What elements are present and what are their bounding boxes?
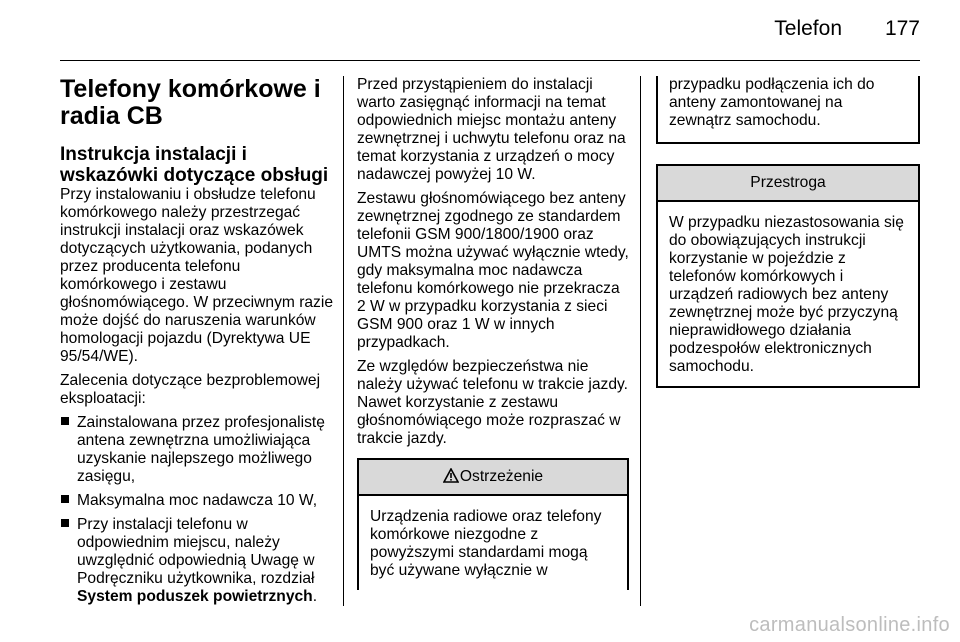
square-bullet-icon — [61, 519, 69, 527]
column-middle — [357, 76, 629, 590]
list-item-end: . — [312, 588, 318, 605]
section-subtitle: Instrukcja instalacji i wskazówki dotyczące obsługi — [60, 144, 329, 186]
handsfree-paragraph: Zestawu głośnomówiącego bez anteny zewnętrznej zgodnego ze standardem telefonii GSM 900/1800/1900 oraz UMTS można używać wyłącznie wtedy, gdy maksymalna moc nadawcza telefonu komórkowego nie przekracza 2 W w przypadku korzystania z sieci GSM 900 oraz 1 W w innych przypadkach. — [357, 190, 629, 351]
warning-continued-text: przypadku podłączenia ich do anteny zamontowanej na zewnątrz samochodu. — [669, 76, 875, 129]
warning-box — [357, 458, 629, 590]
list-item-text: Zainstalowana przez profesjonalistę antena zewnętrzna umożliwiająca uzyskanie najlepszego możliwego zasięgu, — [77, 414, 325, 485]
page-footer — [0, 606, 960, 642]
square-bullet-icon — [61, 417, 69, 425]
list-item-text: Maksymalna moc nadawcza 10 W, — [77, 492, 318, 509]
list-item — [60, 492, 335, 510]
warning-body: Urządzenia radiowe oraz telefony komórkowe niezgodne z powyższymi standardami mogą być używane wyłącznie w — [370, 508, 602, 579]
column-divider-right — [640, 76, 641, 606]
column-left — [60, 76, 335, 612]
warning-box-continued — [656, 76, 920, 144]
watermark: carmanualsonline.info — [749, 614, 950, 636]
column-right — [656, 76, 920, 388]
list-item — [60, 516, 335, 606]
warning-triangle-icon — [443, 468, 459, 483]
page-header — [0, 0, 960, 60]
recommendations-paragraph: Zalecenia dotyczące bezproblemowej eksploatacji: — [60, 372, 321, 407]
list-item — [60, 414, 335, 486]
recommendations-list — [60, 414, 335, 606]
square-bullet-icon — [61, 495, 69, 503]
list-item-text: Przy instalacji telefonu w odpowiednim miejscu, należy uwzględnić odpowiednią Uwagę w Podręczniku użytkownika, rozdział — [77, 516, 315, 587]
safety-paragraph: Ze względów bezpieczeństwa nie należy używać telefonu w trakcie jazdy. Nawet korzystanie z zestawu głośnomówiącego może rozpraszać w trakcie jazdy. — [357, 358, 628, 447]
caution-box — [656, 164, 920, 388]
page-title: Telefony komórkowe i radia CB — [60, 75, 321, 130]
caution-heading: Przestroga — [658, 166, 918, 202]
header-rule — [60, 60, 920, 61]
caution-body: W przypadku niezastosowania się do obowiązujących instrukcji korzystanie w pojeździe z telefonów komórkowych i urządzeń radiowych bez anteny zewnętrznej może być przyczyną nieprawidłowego działania podzespołów elektronicznych samochodu. — [669, 214, 904, 375]
column-divider-left — [343, 76, 344, 606]
page-number: 177 — [884, 17, 920, 40]
intro-paragraph: Przy instalowaniu i obsłudze telefonu komórkowego należy przestrzegać instrukcji instalacji oraz wskazówek dotyczących użytkowania, podanych przez producenta telefonu komórkowego i zestawu głośnomówiącego. W przeciwnym razie może dojść do naruszenia warunków homologacji pojazdu (Dyrektywa UE 95/54/WE). — [60, 186, 333, 365]
installation-paragraph: Przed przystąpieniem do instalacji warto zasięgnąć informacji na temat odpowiednich miejsc montażu anteny zewnętrznej i uchwytu telefonu oraz na temat korzystania z urządzeń o mocy nadawczej powyżej 10 W. — [357, 76, 626, 183]
warning-heading: Ostrzeżenie — [459, 468, 544, 485]
warning-header — [359, 460, 627, 496]
section-title: Telefon — [774, 17, 842, 40]
airbag-chapter-reference: System poduszek powietrznych — [77, 588, 313, 605]
